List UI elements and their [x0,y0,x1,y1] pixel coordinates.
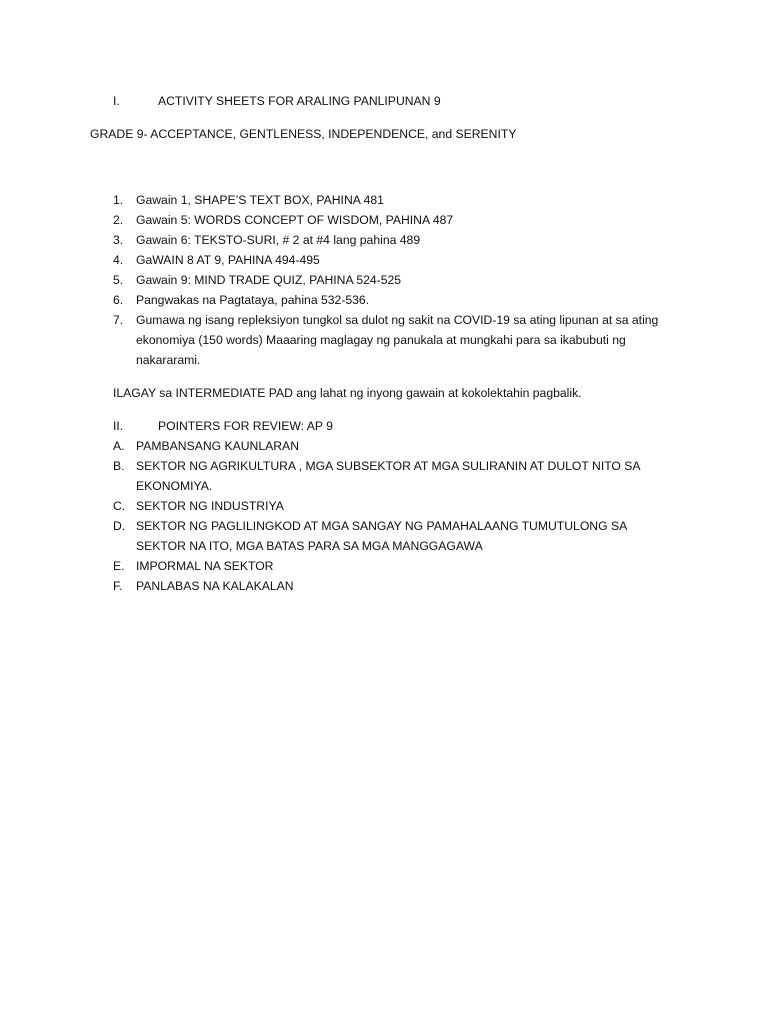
list-number: 4. [113,253,124,267]
list-number: 1. [113,193,124,207]
list-number: 2. [113,213,124,227]
list-text: Gumawa ng isang repleksiyon tungkol sa dulot ng sakit na COVID-19 sa ating lipunan at sa ating ekonomiya (150 words) Maaaring maglagay ng panukala at mungkahi para sa ikabubuti ng nakararami. [136,313,659,367]
list-text: Gawain 6: TEKSTO-SURI, # 2 at #4 lang pahina 489 [136,233,421,247]
list-letter: D. [113,519,126,533]
list-letter: A. [113,439,125,453]
list-number: 6. [113,293,124,307]
section-1-title: ACTIVITY SHEETS FOR ARALING PANLIPUNAN 9 [158,94,441,108]
list-text: Pangwakas na Pagtataya, pahina 532-536. [136,293,370,307]
list-text: PANLABAS NA KALAKALAN [136,579,294,593]
list-text: SEKTOR NG AGRIKULTURA , MGA SUBSEKTOR AT MGA SULIRANIN AT DULOT NITO SA EKONOMIYA. [136,459,640,493]
instruction-text: ILAGAY sa INTERMEDIATE PAD ang lahat ng inyong gawain at kokolektahin pagbalik. [113,386,582,400]
section-2-number: II. [113,419,124,433]
list-number: 3. [113,233,124,247]
list-letter: F. [113,579,123,593]
list-number: 5. [113,273,124,287]
grade-line: GRADE 9- ACCEPTANCE, GENTLENESS, INDEPENDENCE, and SERENITY [90,127,517,141]
list-letter: B. [113,459,125,473]
list-text: SEKTOR NG INDUSTRIYA [136,499,284,513]
list-text: IMPORMAL NA SEKTOR [136,559,274,573]
list-text: SEKTOR NG PAGLILINGKOD AT MGA SANGAY NG PAMAHALAANG TUMUTULONG SA SEKTOR NA ITO, MGA BATAS PARA SA MGA MANGGAGAWA [136,519,627,553]
list-text: Gawain 5: WORDS CONCEPT OF WISDOM, PAHINA 487 [136,213,454,227]
list-text: Gawain 9: MIND TRADE QUIZ, PAHINA 524-525 [136,273,402,287]
list-letter: C. [113,499,126,513]
list-letter: E. [113,559,125,573]
section-1-number: I. [113,94,120,108]
list-text: Gawain 1, SHAPE’S TEXT BOX, PAHINA 481 [136,193,384,207]
list-text: GaWAIN 8 AT 9, PAHINA 494-495 [136,253,320,267]
section-2-title: POINTERS FOR REVIEW: AP 9 [158,419,333,433]
list-text: PAMBANSANG KAUNLARAN [136,439,299,453]
list-number: 7. [113,313,124,327]
